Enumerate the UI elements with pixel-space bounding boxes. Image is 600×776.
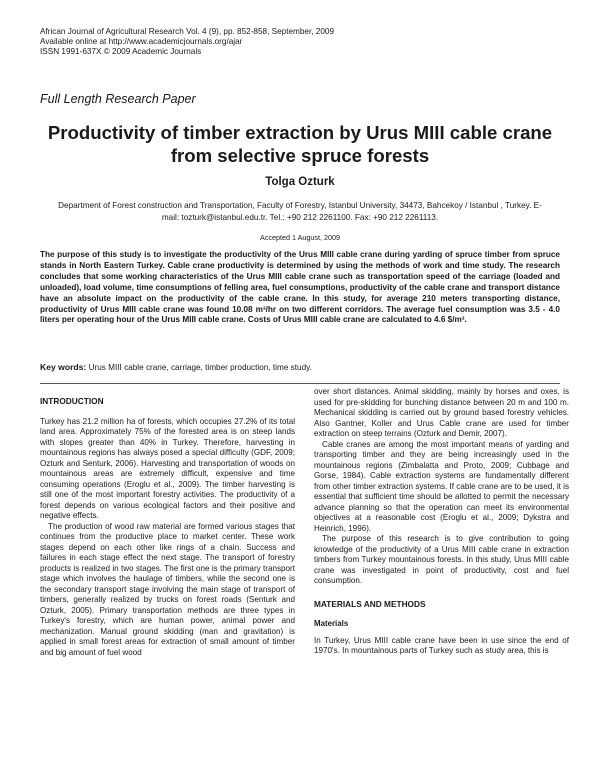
author-affiliation: Department of Forest construction and Transportation, Faculty of Forestry, Istanbul University, 34473, Bahcekoy / Istanbul , Turkey. E-mail: tozturk@istanbul.edu.tr. Tel.: +90 212 2261100. Fax: +90 212 2261113. xyxy=(58,201,542,222)
journal-issn: ISSN 1991-637X © 2009 Academic Journals xyxy=(40,47,202,56)
intro-paragraph-2: The production of wood raw material are formed various stages that continues from the productive place to market center. These work stages depend on each other like rings of a chain. Success and failures in each stage effect the next stage. The transport of forestry products is realized in two stages. The first one is the primary transport stage which involves the haulage of timbers, while the second one is the secondary transport stage involving the main stage of transport of timbers, generally realized by trucks on forest roads (Senturk and Ozturk, 2005). Primary transportation methods are three types in Turkey's forestry, which are human power, animal power and mechanization. Manual ground skidding (man and gravitation) is applied in small forest areas for extraction of small amount of timber and big amount of fuel wood xyxy=(40,521,295,657)
journal-header xyxy=(40,27,334,57)
journal-citation: African Journal of Agricultural Research Vol. 4 (9), pp. 852-858, September, 2009 xyxy=(40,27,335,36)
keywords xyxy=(40,362,560,372)
materials-paragraph: In Turkey, Urus MIII cable crane have been in use since the end of 1970's. In mountainous parts of Turkey such as study area, this is xyxy=(314,635,569,655)
left-column xyxy=(40,396,295,658)
intro-paragraph-4: Cable cranes are among the most important means of yarding and transporting timber and they are being increasingly used in the mountainous regions (Zimbalatta and Proto, 2009; Cubbage and Gorse, 1984). Cable extraction systems are fundamentally different from other timber extraction systems. If cable crane are to be used, it is essential that sufficient time should be allotted to permit the necessary advance planning so that the operation can meet its environmental objectives at a reasonable cost (Eroglu et al., 2009; Dykstra and Heinrich, 1996). xyxy=(314,439,569,533)
author-name: Tolga Ozturk xyxy=(265,176,335,188)
keywords-label: Key words: xyxy=(40,362,87,372)
spacer xyxy=(314,587,569,599)
paper-title: Productivity of timber extraction by Urus MIII cable crane from selective spruce forests xyxy=(47,122,553,166)
paper-type: Full Length Research Paper xyxy=(40,92,196,106)
journal-url: Available online at http://www.academicjournals.org/ajar xyxy=(40,37,243,46)
methods-heading: MATERIALS AND METHODS xyxy=(314,598,426,609)
intro-paragraph-1: Turkey has 21.2 million ha of forests, which occupies 27.2% of its total land area. Approximately 75% of the forested area is on steep lands with slopes greater than 40% in Turkey. Therefore, harvesting in mountainous regions has always posed a special difficulty (GDF, 2009; Ozturk and Senturk, 2006). Harvesting and transportation of woods on mountainous areas are extremely difficult, expensive and time consuming operations (Eroglu et al., 2009). The timber harvesting is still one of the most important forestry activities. The productivity of a forest depends on various ecological factors and their positive and negative effects. xyxy=(40,416,295,520)
accepted-date: Accepted 1 August, 2009 xyxy=(260,233,340,242)
right-column xyxy=(314,387,569,657)
introduction-heading: INTRODUCTION xyxy=(40,396,104,406)
keywords-text: Urus MIII cable crane, carriage, timber production, time study. xyxy=(88,363,312,372)
section-divider xyxy=(40,383,560,384)
abstract: The purpose of this study is to investigate the productivity of the Urus MIII cable crane during yarding of spruce timber from spruce stands in North Eastern Turkey. Cable crane productivity is determined by using the methods of work and time study. The research concludes that some working characteristics of the Urus MIII cable crane such as transportation speed of the carriage (loaded and unloaded), load volume, time consumptions of felling area, fuel consumptions, productivity of the cable crane and transport distance have an absolute impact on the productivity of the cable crane. In this study, for average 210 meters transporting distance, productivity of Urus MIII cable crane was found 10.08 m³/hr on two different corridors. The average fuel consumption was 3.5 - 4.0 liters per operating hour of the Urus MIII cable crane. Costs of Urus MIII cable crane are calculated to 4.6 $/m³. xyxy=(40,250,560,325)
intro-paragraph-3: over short distances. Animal skidding, mainly by horses and oxes, is used for pre-skidding for bunching distance between 20 m and 100 m. Mechanical skidding is carried out by ground based forestry vehicles. Also Gantner, Koller and Urus Cable crane are used for timber extraction on steep terrains (Ozturk and Demir, 2007). xyxy=(314,387,569,438)
intro-paragraph-5: The purpose of this research is to give contribution to going knowledge of the productivity of a Urus MIII cable crane in extraction timbers from Turkey mountainous forests. In this study, Urus MIII cable crane was investigated in point of productivity, cost and fuel consumption. xyxy=(314,534,569,585)
materials-subheading: Materials xyxy=(314,619,349,628)
